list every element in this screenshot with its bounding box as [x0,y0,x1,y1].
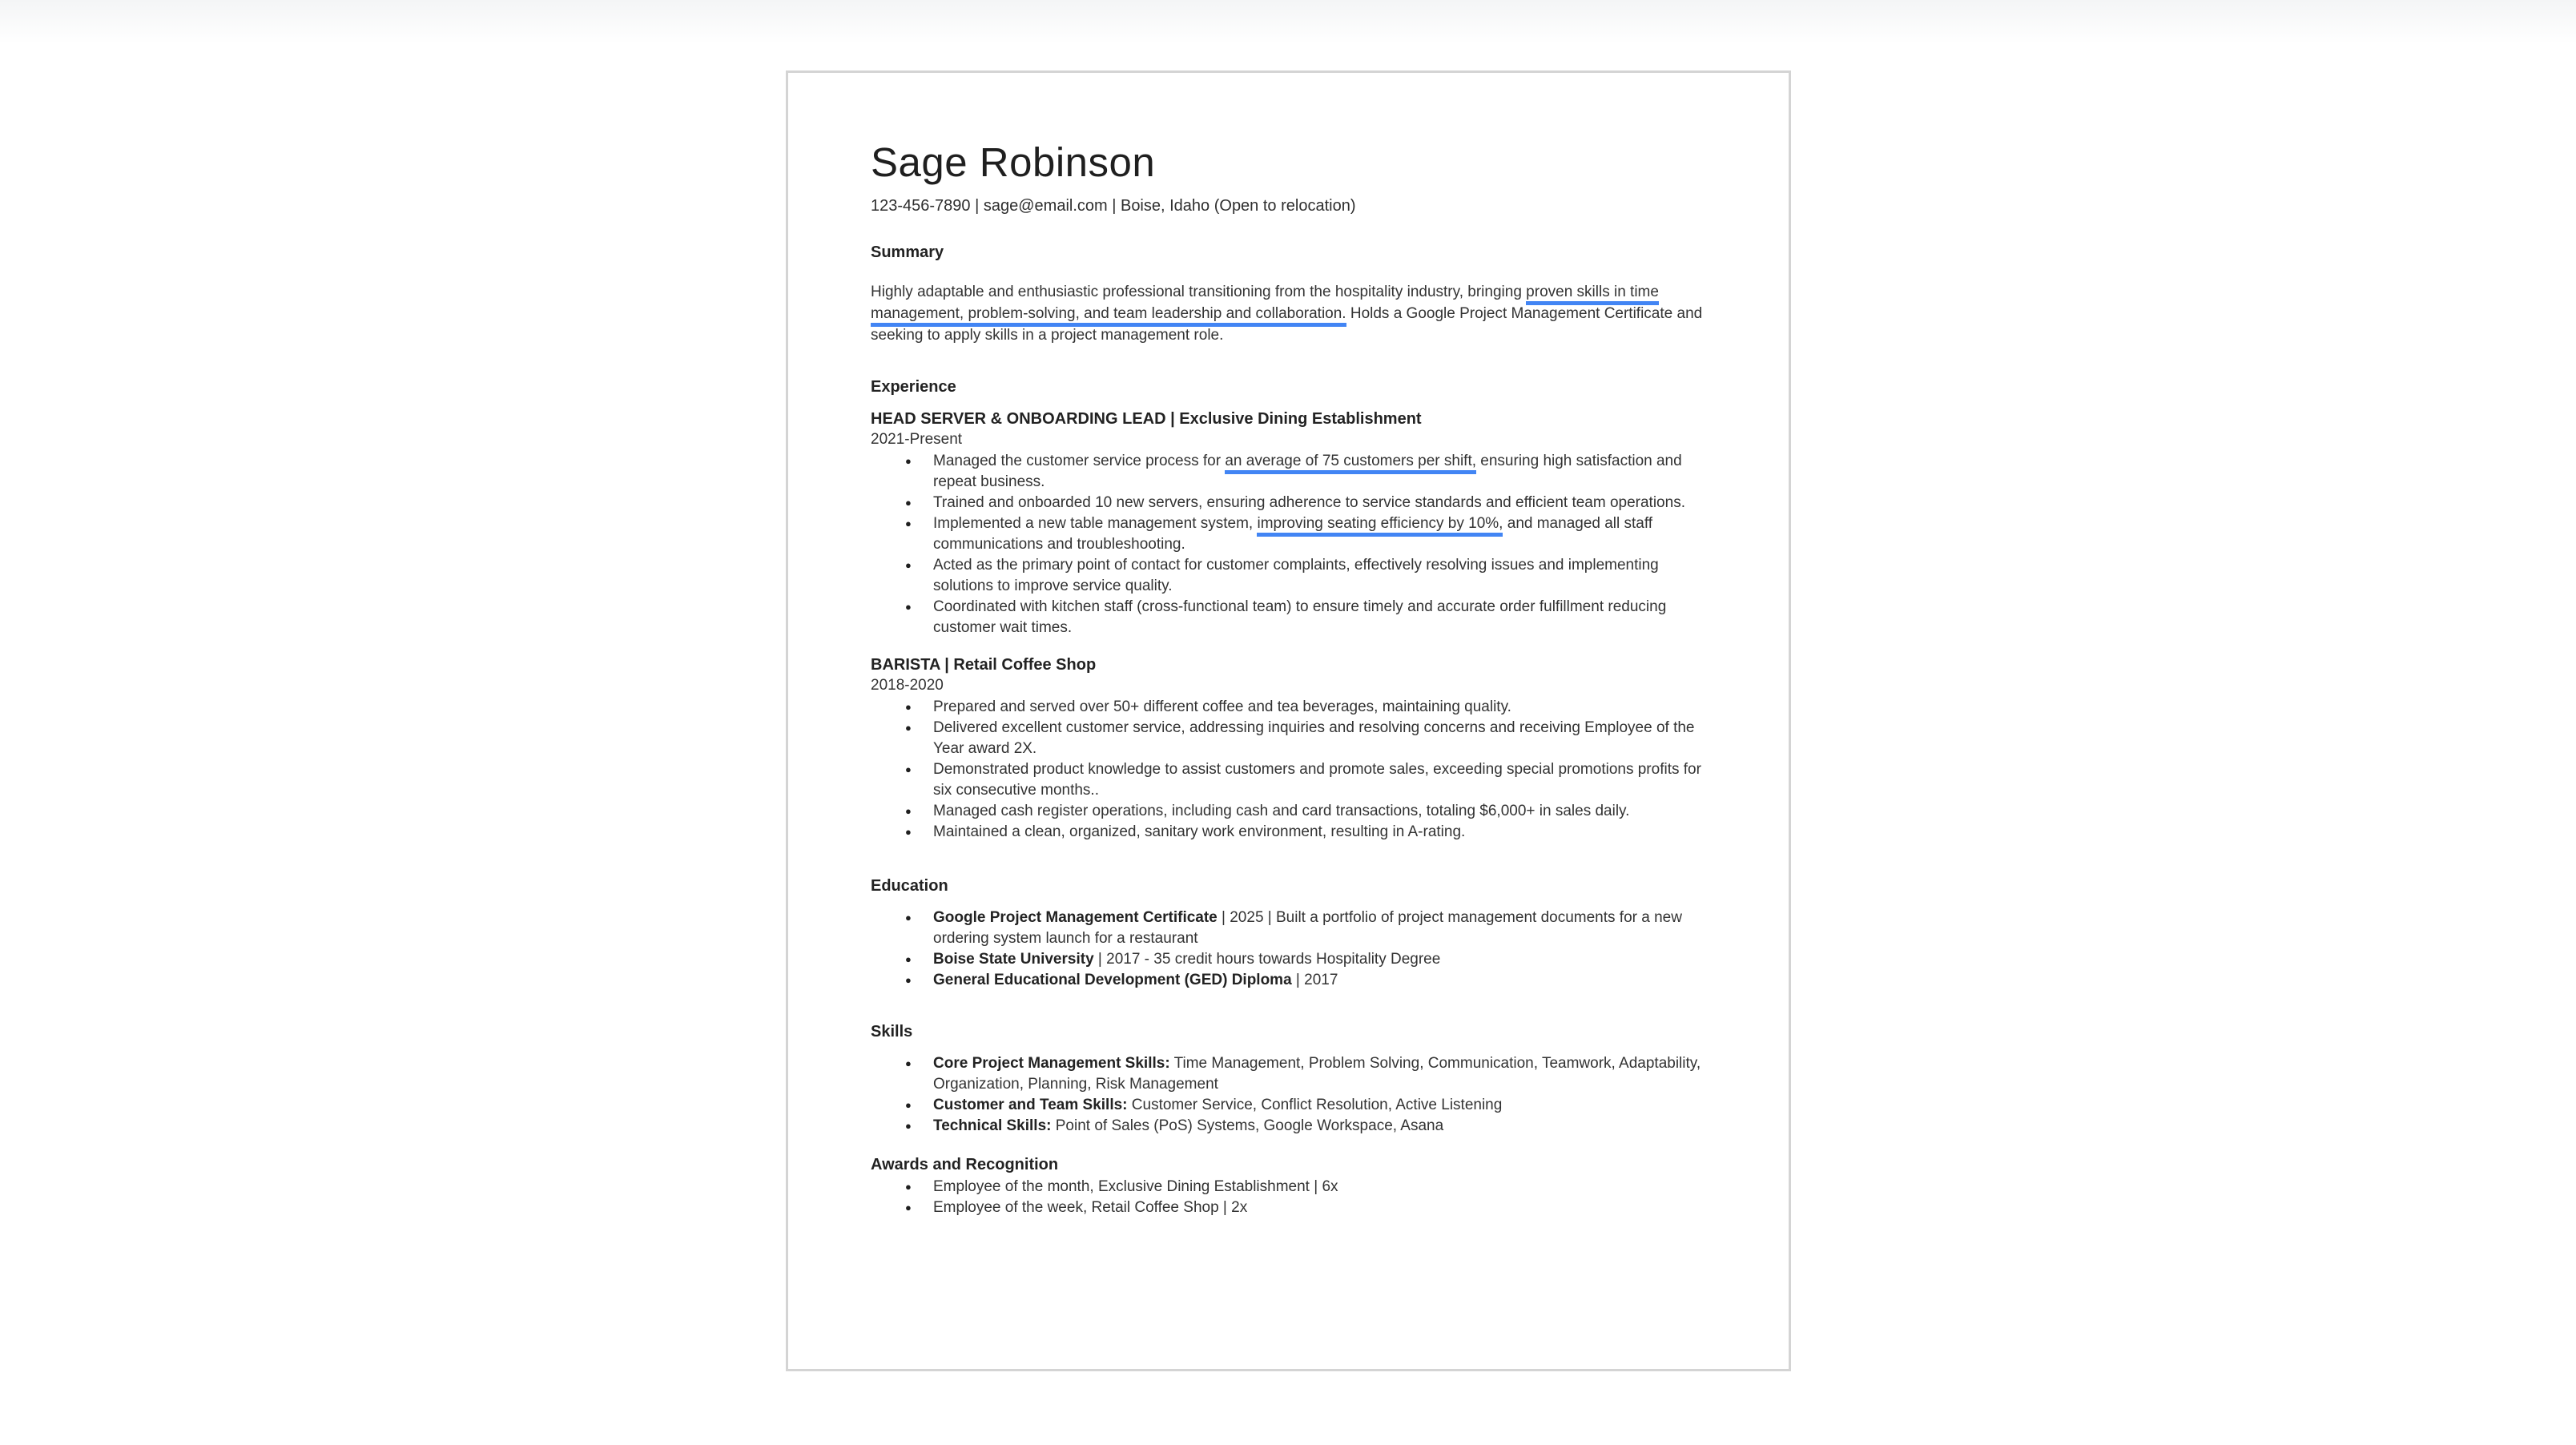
text-segment: Holds a Google Project Management Certificate and seeking to apply skills in a project management role. [871,305,1703,344]
job-entry-head-server [871,409,1717,638]
section-heading-awards: Awards and Recognition [871,1156,1059,1173]
bold-lead-text: Customer and Team Skills: [933,1097,1128,1113]
text-segment: ensuring high satisfaction and repeat business. [933,453,1682,490]
highlighted-phrase: improving seating efficiency by 10%, [1257,515,1503,537]
text-segment: Time Management, Problem Solving, Communication, Teamwork, Adaptability, Organization, Planning, Risk Management [933,1055,1701,1093]
bold-lead-text: Technical Skills: [933,1117,1052,1134]
resume-page [786,70,1791,1371]
job-entry-barista [871,654,1717,843]
resume-name: Sage Robinson [871,139,1156,185]
text-segment: | 2017 [1291,972,1338,988]
list-item [871,1053,1717,1095]
highlighted-phrase: proven skills in time management, problem-solving, and team leadership and collaboration. [871,284,1659,327]
summary-paragraph [871,281,1717,346]
text-segment: Employee of the week, Retail Coffee Shop | 2x [933,1199,1248,1216]
list-item [871,949,1717,970]
text-segment: Customer Service, Conflict Resolution, Active Listening [1127,1097,1503,1113]
text-segment: Maintained a clean, organized, sanitary work environment, resulting in A-rating. [933,823,1466,840]
text-segment: Employee of the month, Exclusive Dining Establishment | 6x [933,1178,1338,1195]
list-item [871,513,1717,555]
text-segment: Highly adaptable and enthusiastic professional transitioning from the hospitality industry, bringing [871,284,1527,300]
text-segment: | 2017 - 35 credit hours towards Hospitality Degree [1093,951,1441,968]
bold-lead-text: Boise State University [933,951,1094,968]
list-item [871,493,1717,513]
list-item [871,555,1717,597]
text-segment: Implemented a new table management system, [933,515,1258,532]
text-segment: Managed cash register operations, including cash and card transactions, totaling $6,000+ in sales daily. [933,803,1630,819]
text-segment: | 2025 | Built a portfolio of project management documents for a new ordering system launch for a restaurant [933,909,1682,947]
list-item [871,970,1717,991]
text-segment: Acted as the primary point of contact for customer complaints, effectively resolving issues and implementing solutions to improve service quality. [933,557,1659,594]
awards-list [871,1177,1717,1218]
list-item [871,451,1717,493]
list-item [871,908,1717,949]
contact-line: 123-456-7890 | sage@email.com | Boise, Idaho (Open to relocation) [871,197,1356,215]
job-bullet-list [871,451,1717,638]
section-heading-skills: Skills [871,1023,913,1040]
bold-lead-text: General Educational Development (GED) Diploma [933,972,1292,988]
text-segment: Point of Sales (PoS) Systems, Google Workspace, Asana [1051,1117,1444,1134]
list-item [871,718,1717,759]
section-heading-experience: Experience [871,378,956,396]
job-dates: 2021-Present [871,431,963,448]
resume-content [788,73,1717,1218]
text-segment: and managed all staff communications and troubleshooting. [933,515,1653,553]
text-segment: Trained and onboarded 10 new servers, ensuring adherence to service standards and efficient team operations. [933,494,1685,511]
text-segment: Delivered excellent customer service, addressing inquiries and resolving concerns and receiving Employee of the Year award 2X. [933,719,1695,757]
education-list [871,908,1717,991]
list-item [871,1095,1717,1116]
list-item [871,801,1717,822]
list-item [871,1177,1717,1197]
job-title: BARISTA | Retail Coffee Shop [871,656,1097,674]
list-item [871,822,1717,843]
section-heading-education: Education [871,877,948,895]
section-heading-summary: Summary [871,244,944,261]
job-dates: 2018-2020 [871,677,944,694]
text-segment: Managed the customer service process for [933,453,1226,469]
list-item [871,697,1717,718]
list-item [871,1116,1717,1137]
text-segment: Demonstrated product knowledge to assist customers and promote sales, exceeding special promotions profits for six consecutive months.. [933,761,1701,799]
list-item [871,1197,1717,1218]
list-item [871,759,1717,801]
bold-lead-text: Google Project Management Certificate [933,909,1218,926]
text-segment: Coordinated with kitchen staff (cross-functional team) to ensure timely and accurate order fulfillment reducing customer wait times. [933,598,1667,636]
highlighted-phrase: an average of 75 customers per shift, [1225,453,1476,474]
skills-list [871,1053,1717,1137]
job-title: HEAD SERVER & ONBOARDING LEAD | Exclusive Dining Establishment [871,410,1422,428]
list-item [871,597,1717,638]
bold-lead-text: Core Project Management Skills: [933,1055,1170,1072]
job-bullet-list [871,697,1717,843]
text-segment: Prepared and served over 50+ different coffee and tea beverages, maintaining quality. [933,698,1511,715]
